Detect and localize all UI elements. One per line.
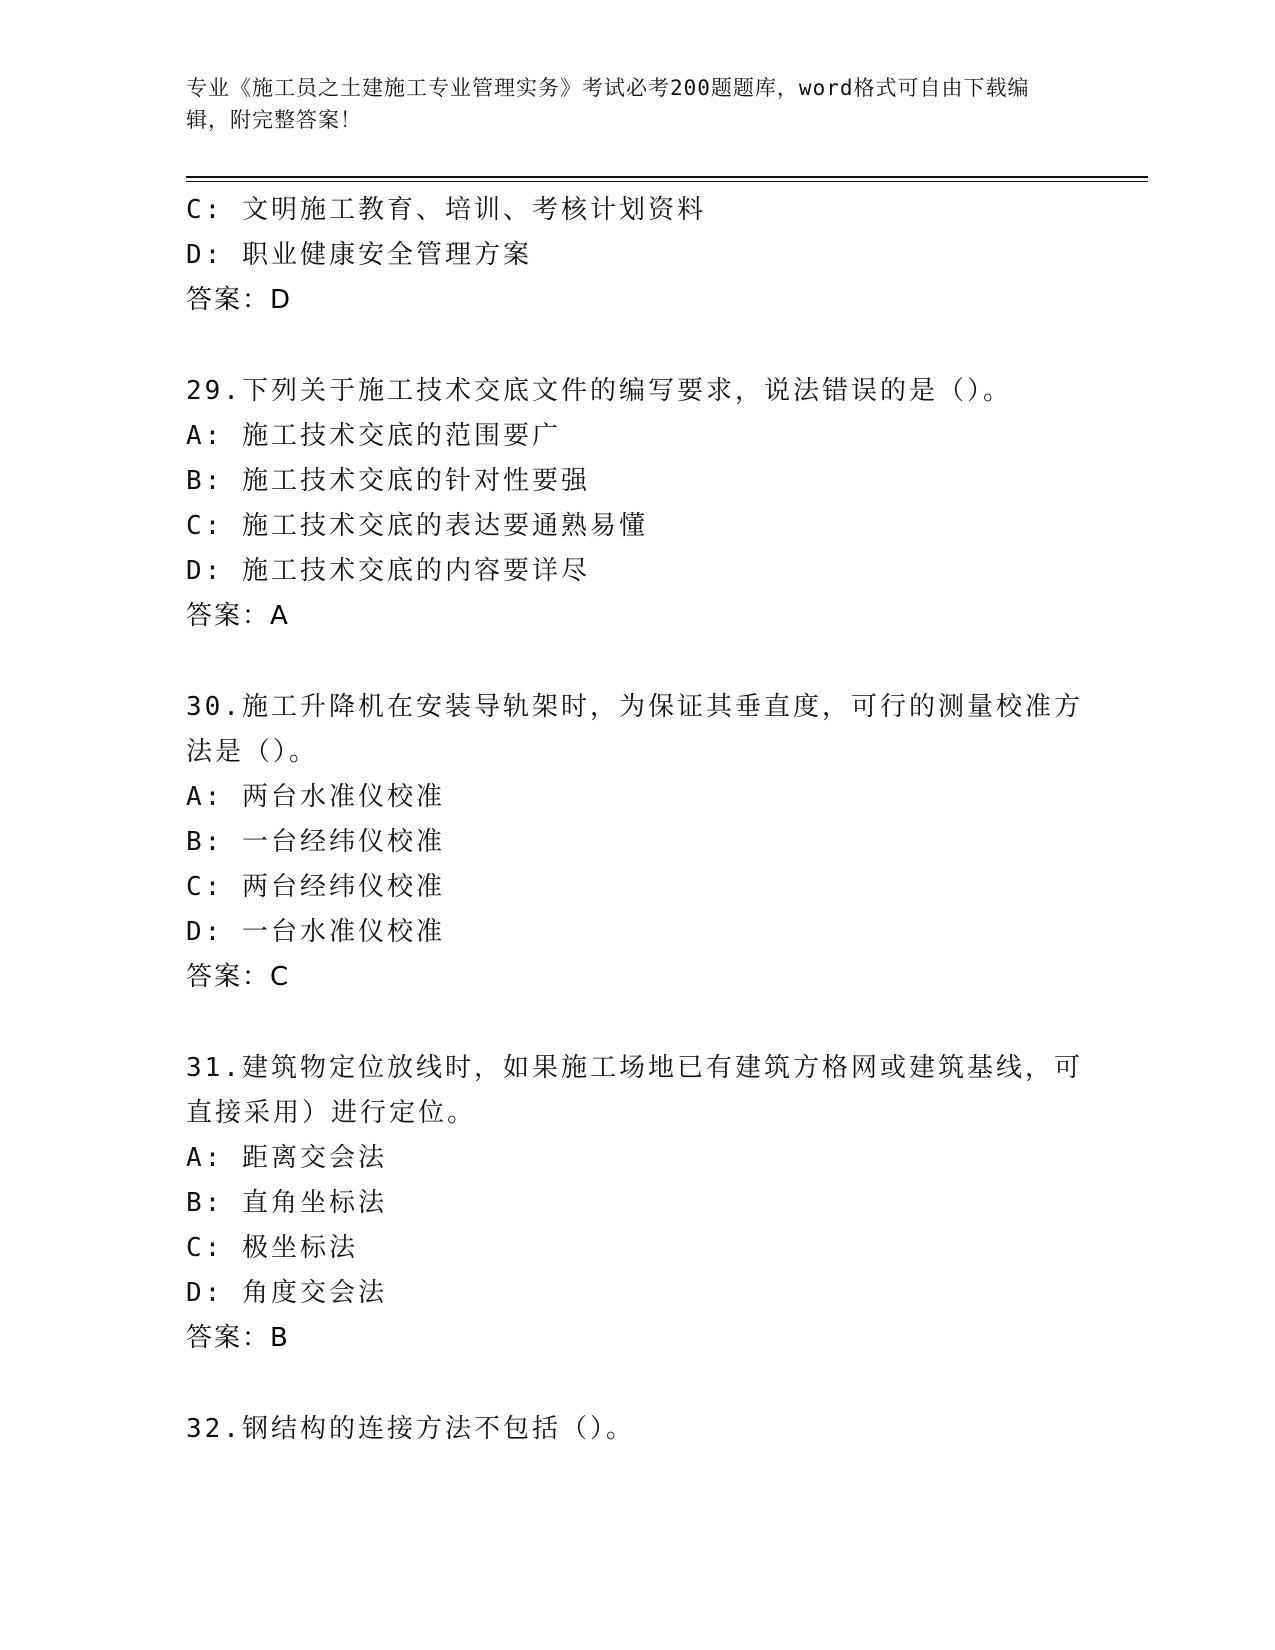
option-c: C: 文明施工教育、培训、考核计划资料 xyxy=(186,195,706,225)
option-c: C: 两台经纬仪校准 xyxy=(186,872,445,902)
question-30 xyxy=(186,685,1086,1000)
question-32 xyxy=(186,1407,1086,1452)
document-header xyxy=(186,72,1066,136)
spacer xyxy=(186,1000,1086,1046)
question-29 xyxy=(186,369,1086,639)
header-intro-text: 专业《施工员之土建施工专业管理实务》考试必考200题题库，word格式可自由下载编辑，附完整答案！ xyxy=(186,76,1030,132)
answer-line: 答案：A xyxy=(186,601,290,631)
option-a: A: 两台水准仪校准 xyxy=(186,782,445,812)
header-divider-thick xyxy=(186,176,1148,178)
option-d: D: 角度交会法 xyxy=(186,1278,387,1308)
option-c: C: 极坐标法 xyxy=(186,1233,358,1263)
option-b: B: 直角坐标法 xyxy=(186,1188,387,1218)
answer-line: 答案：D xyxy=(186,285,293,315)
option-d: D: 一台水准仪校准 xyxy=(186,917,445,947)
question-list xyxy=(186,188,1086,1452)
option-b: B: 一台经纬仪校准 xyxy=(186,827,445,857)
option-d: D: 职业健康安全管理方案 xyxy=(186,240,532,270)
spacer xyxy=(186,639,1086,685)
answer-line: 答案：C xyxy=(186,962,291,992)
question-text: 30.施工升降机在安装导轨架时，为保证其垂直度，可行的测量校准方法是（）。 xyxy=(186,692,1083,767)
option-a: A: 施工技术交底的范围要广 xyxy=(186,421,561,451)
answer-line: 答案：B xyxy=(186,1323,290,1353)
question-31 xyxy=(186,1046,1086,1361)
question-text: 32.钢结构的连接方法不包括（）。 xyxy=(186,1414,635,1444)
question-28-continued xyxy=(186,188,1086,323)
option-a: A: 距离交会法 xyxy=(186,1143,387,1173)
option-d: D: 施工技术交底的内容要详尽 xyxy=(186,556,590,586)
spacer xyxy=(186,1361,1086,1407)
question-text: 31.建筑物定位放线时，如果施工场地已有建筑方格网或建筑基线，可直接采用）进行定位。 xyxy=(186,1053,1083,1128)
option-b: B: 施工技术交底的针对性要强 xyxy=(186,466,590,496)
header-divider-thin xyxy=(186,181,1148,182)
spacer xyxy=(186,323,1086,369)
option-c: C: 施工技术交底的表达要通熟易懂 xyxy=(186,511,648,541)
question-text: 29.下列关于施工技术交底文件的编写要求，说法错误的是（）。 xyxy=(186,376,1012,406)
